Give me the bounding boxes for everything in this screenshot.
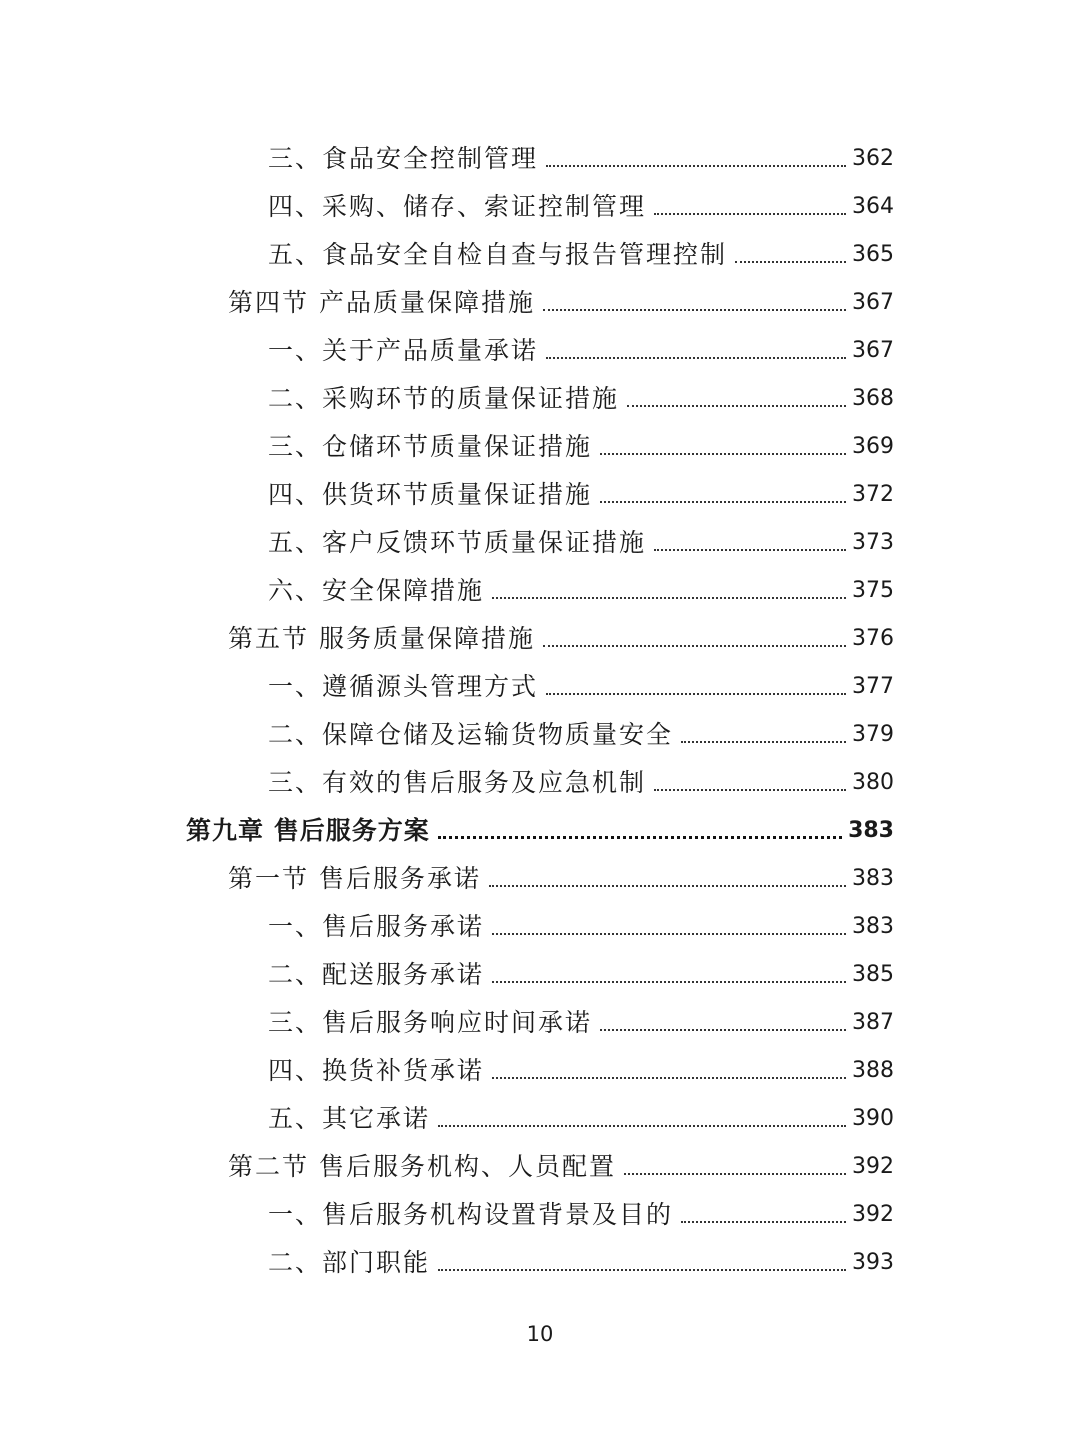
toc-entry[interactable] [0,464,1080,512]
toc-entry[interactable] [0,992,1080,1040]
toc-entry[interactable] [0,272,1080,320]
dot-leader [546,357,846,359]
toc-entry-title: 四、供货环节质量保证措施 [268,480,593,509]
toc-entry-page: 392 [852,1154,894,1179]
toc-entry-title: 一、售后服务机构设置背景及目的 [268,1200,674,1229]
toc-entry-page: 383 [852,866,894,891]
toc-entry-page: 376 [852,626,894,651]
dot-leader [681,741,846,743]
toc-entry-title: 三、食品安全控制管理 [268,144,539,173]
toc-entry[interactable] [0,560,1080,608]
dot-leader [654,789,846,791]
toc-entry-page: 369 [852,434,894,459]
page-number: 10 [526,1322,554,1346]
toc-entry[interactable] [0,848,1080,896]
toc-entry-page: 373 [852,530,894,555]
toc-entry-page: 393 [852,1250,894,1275]
toc-entry-page: 368 [852,386,894,411]
toc-entry-page: 362 [852,146,894,171]
toc-entry-title: 第五节 服务质量保障措施 [228,624,535,653]
dot-leader [438,1125,846,1127]
toc-entry[interactable] [0,1232,1080,1280]
toc-entry-title: 三、售后服务响应时间承诺 [268,1008,593,1037]
dot-leader [654,213,846,215]
toc-entry-page: 372 [852,482,894,507]
toc-entry[interactable] [0,656,1080,704]
toc-entry-page: 388 [852,1058,894,1083]
dot-leader [543,309,846,311]
dot-leader [654,549,846,551]
dot-leader [735,261,846,263]
toc-entry-title: 第一节 售后服务承诺 [228,864,481,893]
dot-leader [438,1269,846,1271]
toc-entry-title: 第四节 产品质量保障措施 [228,288,535,317]
toc-entry-title: 二、部门职能 [268,1248,431,1277]
toc-entry[interactable] [0,1184,1080,1232]
toc-entry[interactable] [0,608,1080,656]
toc-entry[interactable] [0,800,1080,848]
toc-entry[interactable] [0,224,1080,272]
toc-entry-page: 387 [852,1010,894,1035]
toc-entry-title: 五、其它承诺 [268,1104,431,1133]
toc-entry-title: 三、仓储环节质量保证措施 [268,432,593,461]
dot-leader [543,645,846,647]
toc-entry-page: 383 [852,914,894,939]
dot-leader [546,165,846,167]
dot-leader [600,453,846,455]
dot-leader [546,693,846,695]
toc-entry-page: 367 [852,290,894,315]
dot-leader [600,501,846,503]
dot-leader [489,885,846,887]
dot-leader [438,836,842,839]
dot-leader [492,1077,846,1079]
toc-entry[interactable] [0,128,1080,176]
toc-entry-page: 385 [852,962,894,987]
toc-entry-title: 四、采购、储存、索证控制管理 [268,192,647,221]
toc-entry-title: 二、保障仓储及运输货物质量安全 [268,720,674,749]
toc-entry[interactable] [0,704,1080,752]
toc-entry[interactable] [0,416,1080,464]
dot-leader [492,597,846,599]
toc-entry-title: 一、售后服务承诺 [268,912,485,941]
toc-entry[interactable] [0,1136,1080,1184]
toc-entry-title: 第二节 售后服务机构、人员配置 [228,1152,616,1181]
toc-entry-title: 六、安全保障措施 [268,576,485,605]
toc-entry[interactable] [0,1040,1080,1088]
toc-entry-title: 二、配送服务承诺 [268,960,485,989]
toc-entry-title: 五、食品安全自检自查与报告管理控制 [268,240,728,269]
dot-leader [627,405,846,407]
dot-leader [492,933,846,935]
toc-entry-page: 365 [852,242,894,267]
toc-entry[interactable] [0,1088,1080,1136]
dot-leader [600,1029,846,1031]
dot-leader [624,1173,846,1175]
dot-leader [681,1221,846,1223]
toc-entry-title: 三、有效的售后服务及应急机制 [268,768,647,797]
toc-entry-title: 二、采购环节的质量保证措施 [268,384,620,413]
toc-entry[interactable] [0,368,1080,416]
table-of-contents [0,128,1080,1280]
toc-entry[interactable] [0,512,1080,560]
toc-entry-title: 四、换货补货承诺 [268,1056,485,1085]
toc-entry-title: 一、关于产品质量承诺 [268,336,539,365]
toc-entry[interactable] [0,176,1080,224]
toc-entry[interactable] [0,752,1080,800]
toc-entry-title: 一、遵循源头管理方式 [268,672,539,701]
toc-entry-title: 五、客户反馈环节质量保证措施 [268,528,647,557]
toc-entry-page: 383 [848,818,894,843]
toc-entry[interactable] [0,320,1080,368]
toc-entry-page: 390 [852,1106,894,1131]
dot-leader [492,981,846,983]
toc-entry[interactable] [0,944,1080,992]
toc-entry-page: 392 [852,1202,894,1227]
toc-entry-page: 367 [852,338,894,363]
toc-entry-page: 379 [852,722,894,747]
toc-entry-page: 377 [852,674,894,699]
toc-entry-page: 364 [852,194,894,219]
toc-entry-title: 第九章 售后服务方案 [186,816,430,845]
toc-entry-page: 380 [852,770,894,795]
toc-entry-page: 375 [852,578,894,603]
toc-entry[interactable] [0,896,1080,944]
